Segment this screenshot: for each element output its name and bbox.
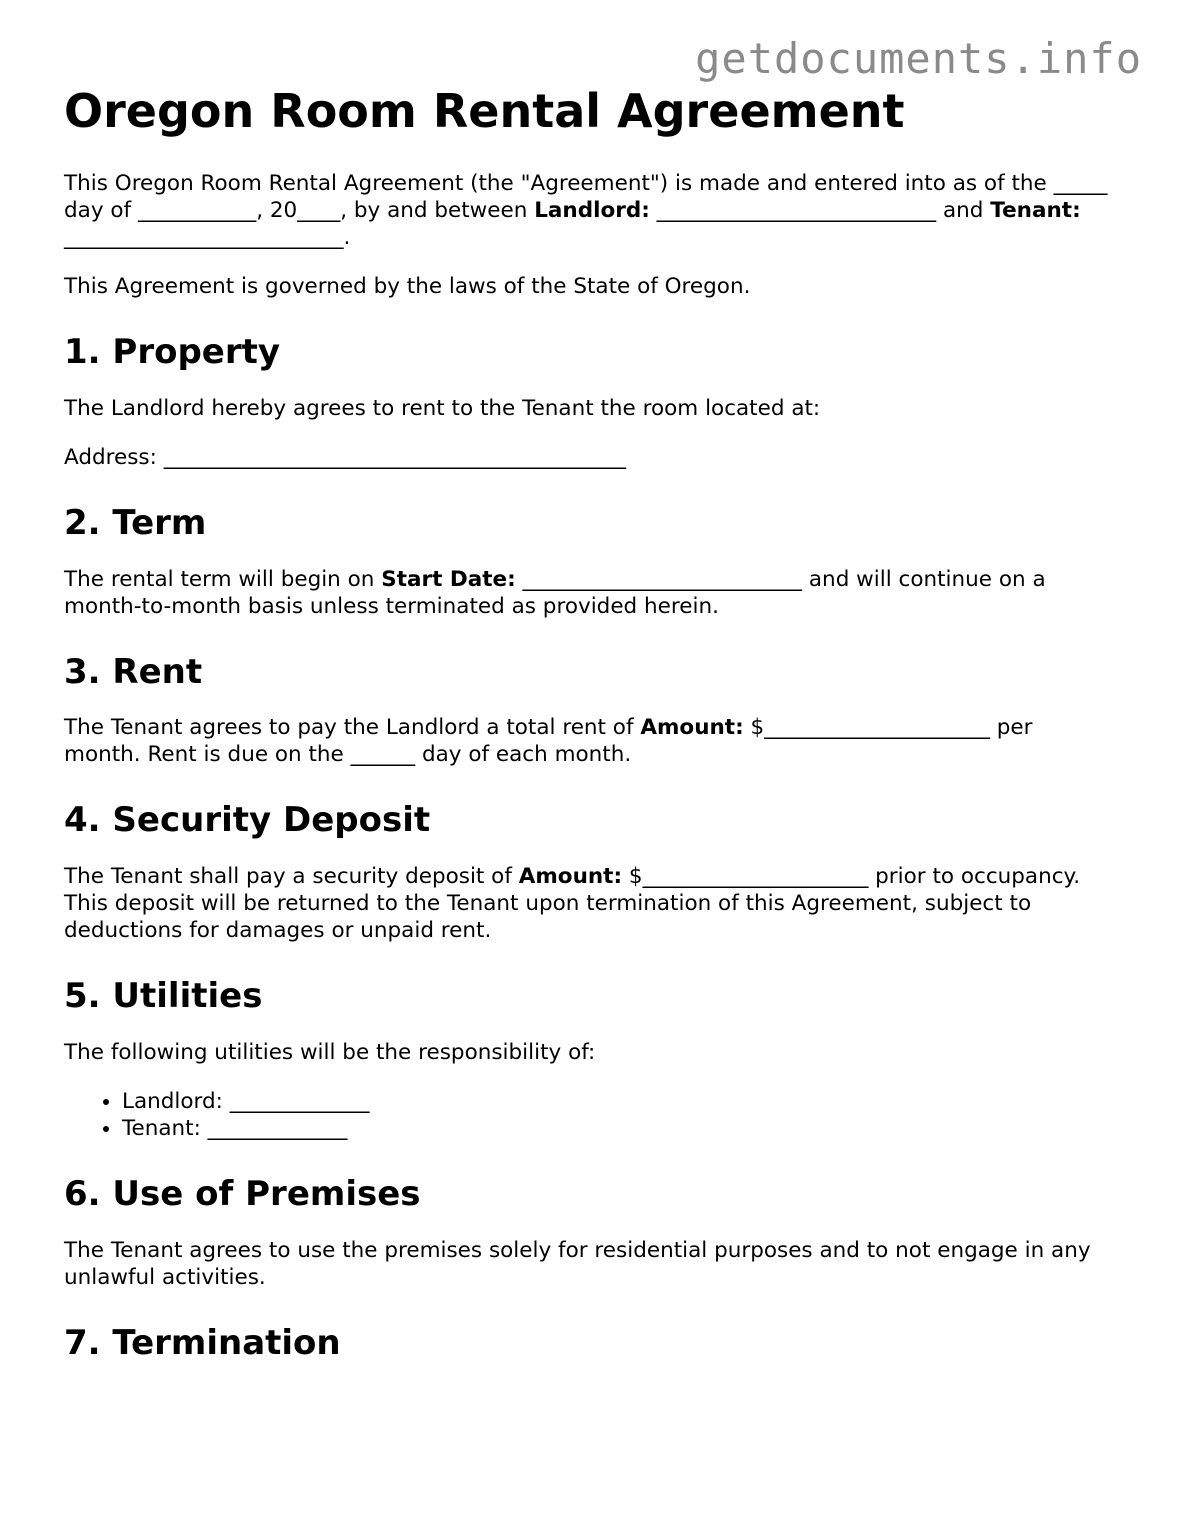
deposit-paragraph: [64, 863, 1114, 944]
utilities-list: [64, 1088, 1114, 1142]
section-heading-use-of-premises: 6. Use of Premises: [64, 1173, 421, 1214]
rent-text-2: $_____________________ per month. Rent is due on the ______ day of each month.: [64, 715, 1033, 768]
document-title: Oregon Room Rental Agreement: [64, 84, 905, 138]
intro-paragraph: [64, 170, 1114, 251]
document-body: [64, 170, 1114, 1386]
intro-text-3: __________________________.: [64, 225, 351, 250]
landlord-label: Landlord:: [534, 198, 650, 223]
deposit-text-1: The Tenant shall pay a security deposit of: [64, 864, 519, 890]
intro-text-2: __________________________ and: [649, 198, 991, 223]
section-heading-rent: 3. Rent: [64, 651, 203, 692]
list-item-landlord: • Landlord: _____________: [122, 1088, 1114, 1115]
watermark: getdocuments.info: [695, 34, 1142, 83]
rent-text-1: The Tenant agrees to pay the Landlord a total rent of: [64, 715, 641, 741]
section-heading-term: 2. Term: [64, 502, 207, 543]
rent-amount-label: Amount:: [640, 715, 744, 741]
use-paragraph: The Tenant agrees to use the premises solely for residential purposes and to not engage in any unlawful activities.: [64, 1237, 1091, 1290]
utilities-paragraph: The following utilities will be the responsibility of:: [64, 1039, 596, 1065]
rent-paragraph: [64, 714, 1114, 768]
deposit-amount-label: Amount:: [518, 864, 623, 890]
address-line: Address: ___________________________________________: [64, 444, 626, 470]
term-text-1: The rental term will begin on: [64, 566, 382, 592]
section-heading-termination: 7. Termination: [64, 1322, 341, 1363]
section-heading-utilities: 5. Utilities: [64, 976, 263, 1017]
section-heading-security-deposit: 4. Security Deposit: [64, 800, 431, 841]
governing-law-paragraph: This Agreement is governed by the laws of the State of Oregon.: [64, 274, 751, 299]
deposit-text-2: $_____________________ prior to occupancy. This deposit will be returned to the Tenant upon termination of this Agreement, subject to deductions for damages or unpaid rent.: [64, 864, 1081, 944]
tenant-label: Tenant:: [990, 198, 1081, 223]
section-heading-property: 1. Property: [64, 332, 281, 372]
term-text-2: __________________________ and will continue on a month-to-month basis unless terminated as provided herein.: [64, 566, 1046, 619]
property-paragraph: The Landlord hereby agrees to rent to the Tenant the room located at:: [64, 395, 821, 421]
term-paragraph: [64, 566, 1114, 620]
intro-text-1: This Oregon Room Rental Agreement (the "Agreement") is made and entered into as of the _____ day of ___________, 20____, by and between: [64, 171, 1108, 223]
start-date-label: Start Date:: [381, 566, 516, 592]
list-item-tenant: • Tenant: _____________: [122, 1115, 1114, 1142]
